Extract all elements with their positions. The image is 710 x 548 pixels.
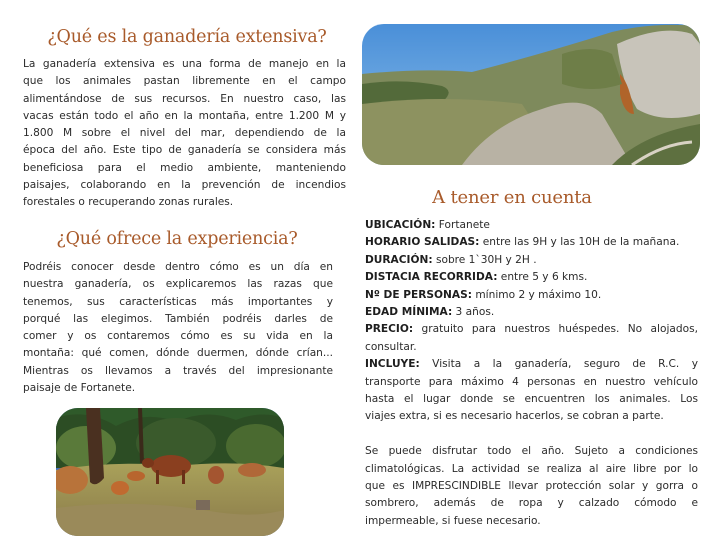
section-title-a-tener-en-cuenta: A tener en cuenta [432,187,592,208]
info-personas: Nº DE PERSONAS: mínimo 2 y máximo 10. [365,288,602,301]
spacer [365,426,698,443]
info-list [365,217,698,530]
info-precio-cont: consultar. [365,340,417,353]
section-title-que-ofrece: ¿Qué ofrece la experiencia? [56,229,298,249]
note-line: que es IMPRESCINDIBLE llevar protección solar y gorra o [365,480,698,493]
text-line: alimentándose de sus recursos. En nuestro caso, las [23,92,346,105]
info-precio: PRECIO: gratuito para nuestros huéspedes. No alojados, [365,323,698,336]
text-line: montaña: qué comen, dónde duermen, dónde crían... [23,347,333,360]
text-line: porqué las elegimos. También podréis darles de [23,312,333,325]
mountain-photo-illustration [362,24,700,165]
text-line: 1.800 M sobre el nivel del mar, dependiendo de la [23,127,346,140]
info-edad-minima: EDAD MÍNIMA: 3 años. [365,306,495,319]
text-line: Mientras os llevamos a través del impresionante [23,364,333,377]
info-incluye-cont: viajes extra, si es necesario hacerlos, se cobran a parte. [365,410,664,423]
text-line: paisaje de Fortanete. [23,382,136,395]
mountain-landscape-photo [362,24,700,165]
text-line: época del año. Este tipo de ganadería se considera más [23,144,346,157]
info-ubicacion: UBICACIÓN: Fortanete [365,219,490,231]
text-line: tenemos, sus características más importantes y [23,295,333,308]
note-line: climatológicas. La actividad se realiza al aire libre por lo [365,462,698,475]
text-line: vacas están todo el año en la montaña, entre 1.200 M y [23,109,346,122]
info-distancia: DISTACIA RECORRIDA: entre 5 y 6 kms. [365,271,588,284]
info-incluye: INCLUYE: Visita a la ganadería, seguro de R.C. y [365,358,698,371]
text-line: Podréis conocer desde dentro cómo es un día en [23,261,333,273]
note-line: sombrero, además de ropa y calzado cómodo e [365,497,698,510]
cows-photo [56,408,284,536]
text-line: paisajes, colaborando en la prevención de incendios [23,179,346,192]
section-title-ganaderia-extensiva: ¿Qué es la ganadería extensiva? [47,27,327,47]
info-horario: HORARIO SALIDAS: entre las 9H y las 10H de la mañana. [365,236,680,249]
note-line: Se puede disfrutar todo el año. Sujeto a condiciones [365,445,698,458]
text-line: nuestra ganadería, os explicaremos las razas que [23,278,333,291]
text-line: que los animales pastan libremente en el campo [23,75,346,88]
text-line: La ganadería extensiva es una forma de manejo en la [23,58,346,70]
text-line: forestales o recuperando zonas rurales. [23,196,234,209]
cows-photo-illustration [56,408,284,536]
info-incluye-cont: hasta el lugar donde se encuentren los animales. Los [365,393,698,406]
paragraph-que-ofrece [23,259,333,397]
note-line: impermeable, si fuese necesario. [365,514,541,527]
info-duracion: DURACIÓN: sobre 1`30H y 2H . [365,253,537,266]
text-line: beneficiosa para el medio ambiente, manteniendo [23,161,346,174]
paragraph-ganaderia-extensiva [23,56,346,212]
info-incluye-cont: transporte para máximo 4 personas en nuestro vehículo [365,375,698,388]
text-line: comer y os contaremos cómo es su vida en la [23,330,333,343]
